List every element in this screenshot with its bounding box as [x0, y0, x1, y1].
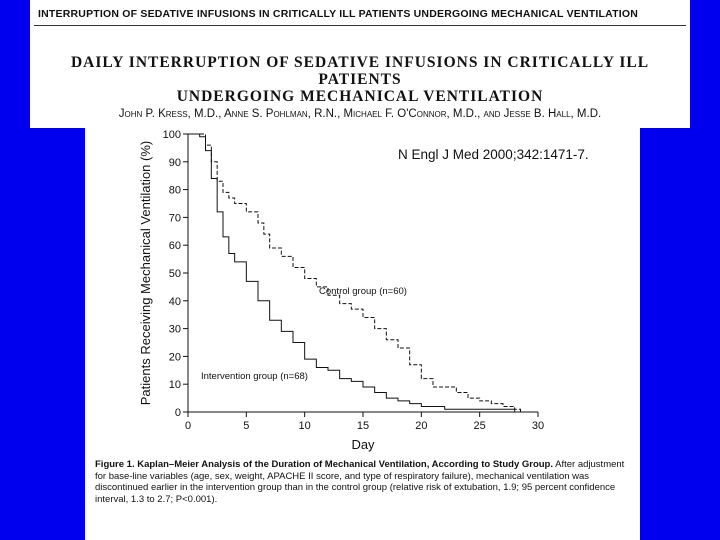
y-tick-label: 0 — [174, 407, 181, 419]
intervention-group-label: Intervention group (n=68) — [201, 371, 308, 382]
y-tick-label: 80 — [168, 184, 181, 197]
x-tick-label: 30 — [531, 420, 545, 432]
x-tick-label: 10 — [298, 420, 311, 432]
article-title: DAILY INTERRUPTION OF SEDATIVE INFUSIONS IN CRITICALLY ILL PATIENTS UNDERGOING MECHANICAL VENTILATION — [70, 54, 650, 105]
kaplan-meier-chart — [85, 128, 640, 458]
y-axis-title: Patients Receiving Mechanical Ventilation (%) — [138, 140, 153, 406]
y-tick-label: 50 — [168, 268, 181, 280]
citation: N Engl J Med 2000;342:1471-7. — [398, 147, 589, 162]
banner-divider — [34, 25, 686, 26]
y-tick-label: 60 — [168, 240, 181, 253]
y-tick-label: 20 — [168, 351, 181, 364]
x-tick-label: 25 — [473, 420, 486, 432]
x-tick-label: 20 — [415, 420, 428, 432]
control-group-label: Control group (n=60) — [319, 286, 407, 297]
article-header — [30, 0, 690, 128]
x-axis-title: Day — [351, 437, 375, 452]
journal-banner: INTERRUPTION OF SEDATIVE INFUSIONS IN CRITICALLY ILL PATIENTS UNDERGOING MECHANICAL VENTILATION — [38, 8, 639, 20]
caption-title: Kaplan–Meier Analysis of the Duration of Mechanical Ventilation, According to Study Group. — [137, 459, 554, 470]
caption-label: Figure 1. — [95, 459, 135, 470]
caption-body: After adjustment for base-line variables (age, sex, weight, APACHE II score, and type of respiratory failure), mechanical ventilation was discontinued earlier in the intervention group than in the control group (relative risk of extubation, 1.9; 95 percent confidence interval, 1.3 to 2.7; P<0.001). — [95, 459, 625, 505]
x-tick-label: 15 — [356, 420, 370, 432]
author-list: John P. Kress, M.D., Anne S. Pohlman, R.N., Michael F. O'Connor, M.D., and Jesse B. Hall, M.D. — [118, 108, 602, 120]
y-tick-label: 40 — [168, 295, 181, 308]
x-tick-label: 0 — [184, 420, 192, 432]
figure-panel — [85, 128, 640, 540]
figure-caption — [95, 459, 633, 505]
chart-ticks — [163, 129, 544, 432]
y-tick-label: 90 — [168, 156, 181, 169]
chart-series-labels — [201, 286, 407, 382]
y-tick-label: 10 — [168, 379, 181, 392]
y-tick-label: 70 — [168, 212, 181, 225]
y-tick-label: 100 — [162, 129, 181, 141]
y-tick-label: 30 — [168, 323, 181, 336]
x-tick-label: 5 — [243, 420, 250, 432]
